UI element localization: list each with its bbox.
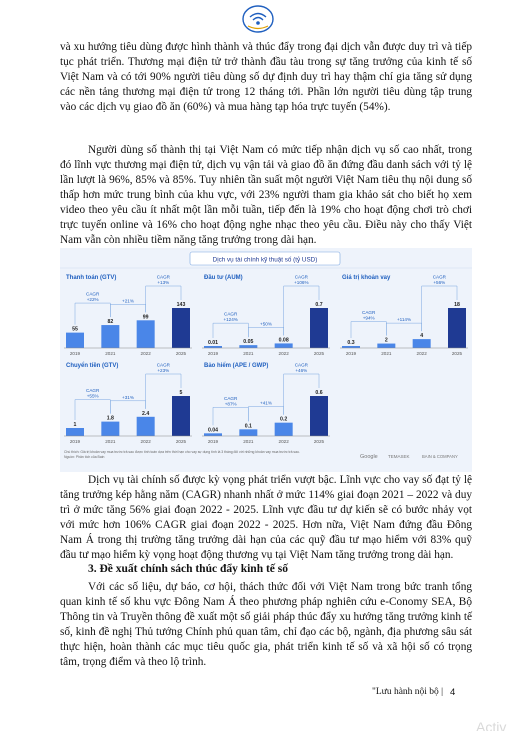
chart-1-tick-0: 2019 [207,351,219,356]
paragraph-urban-digital-users: Người dùng số thành thị tại Việt Nam có mức tiếp nhận dịch vụ số cao nhất, trong đó lĩnh vực thương mại điện tử, dịch vụ vận tải và giao đồ ăn đứng đầu danh sách với tỷ lệ lần lượt là 96%, 85% và 85%. Tuy nhiên tần suất một người Việt Nam tiêu thụ nội dung số thấp hơn mức trung bình của khu vực, với 23% người tham gia khảo sát cho biết họ xem video theo yêu cầu ít nhất một lần mỗi tuần, tiếp đến là 19% cho hoạt động chơi trò chơi trực tuyến online và 16% cho hoạt động nghe nhạc theo yêu cầu. Điều này cho thấy Việt Nam vẫn còn nhiều tiềm năng tăng trưởng trong dài hạn. [60,144,472,246]
financial-services-chart [60,248,472,472]
chart-3-bar-2 [137,417,155,436]
chart-4-value-3: 0.6 [315,390,323,396]
chart-2-value-3: 18 [454,302,460,308]
chart-1-tick-2: 2022 [278,351,289,356]
chart-0-bar-0 [66,333,84,348]
infographic-background [60,248,472,472]
chart-2-cagr-label-1: +114% [396,317,412,323]
chart-3-value-1: 1.8 [106,415,114,422]
chart-4-cagr-label-2: CAGR [294,362,308,368]
chart-0-value-0: 55 [72,326,78,333]
chart-1-value-3: 0.7 [315,302,323,308]
chart-2-tick-2: 2022 [416,351,427,356]
ministry-logo-icon [241,4,275,34]
chart-1-cagr-label-1: +50% [260,321,272,327]
chart-4-cagr-label-0: +87% [224,401,237,407]
chart-2-bar-1 [377,344,395,348]
chart-2-value-0: 0.3 [347,340,355,346]
chart-1-cagr-label-0: +124% [223,317,238,323]
chart-0-bar-2 [137,320,155,348]
chart-4-bar-0 [204,433,222,436]
chart-1-bar-3 [310,308,328,348]
chart-3-tick-3: 2025 [175,439,187,444]
chart-4-bar-2 [275,423,293,436]
chart-1-bar-1 [239,345,257,348]
chart-0-tick-2: 2022 [140,351,151,356]
footer-internal-circulation: "Lưu hành nội bộ | [372,687,444,697]
chart-0-tick-3: 2025 [175,351,187,356]
chart-2-tick-1: 2021 [381,351,392,356]
chart-4-value-2: 0.2 [280,416,288,423]
chart-1-cagr-label-2: +106% [294,280,309,285]
chart-4-bar-3 [310,396,328,436]
chart-0-bar-3 [172,308,190,348]
chart-0-cagr-label-0: CAGR [86,291,100,297]
chart-4-title: Bảo hiểm (APE / GWP) [204,363,269,369]
chart-3-tick-1: 2021 [105,439,116,444]
chart-1-cagr-label-2: CAGR [294,274,308,280]
chart-0-value-3: 143 [176,302,186,308]
brand-bain: BAIN & COMPANY [422,454,458,459]
chart-2-cagr-label-0: +94% [362,315,375,321]
chart-2-cagr-label-2: CAGR [432,274,446,280]
chart-1-bar-0 [204,346,222,348]
chart-4-cagr-label-1: +41% [260,400,272,406]
chart-1-value-1: 0.05 [243,339,254,346]
chart-2-bar-3 [448,308,466,348]
brand-google: Google [360,454,378,460]
chart-2-bar-2 [413,339,431,348]
activation-watermark: Activ [476,719,507,731]
chart-4-value-0: 0.04 [207,427,219,434]
chart-1-tick-3: 2025 [313,351,325,356]
chart-2-value-2: 4 [420,333,424,340]
chart-0-bar-1 [101,325,119,348]
chart-0-cagr-label-2: +13% [157,280,170,285]
chart-0-value-1: 82 [107,319,114,326]
chart-0-tick-1: 2021 [105,351,116,356]
chart-2-bar-0 [342,346,360,348]
chart-0-cagr-label-0: +22% [86,297,99,303]
chart-2-cagr-label-0: CAGR [362,310,376,316]
page-number: 4 [450,687,456,698]
chart-4-cagr-label-2: +46% [295,368,308,373]
paragraph-policy-proposal: Với các số liệu, dự báo, cơ hội, thách thức đối với Việt Nam trong bức tranh tổng quan kinh tế số khu vực Đông Nam Á theo phương pháp nghiên cứu e-Conomy SEA, Bộ Thông tin và Truyền thông đề xuất một số giải pháp thúc đẩy xu hướng tăng trưởng kinh tế số, kinh đề nghị Thủ tướng Chính phủ quan tâm, chỉ đạo các bộ, ngành, địa phương sâu sát thực hiện, hoàn thành các mục tiêu quốc gia, phát triển kinh tế số và xã hội số có trọng tâm, trọng điểm và theo lộ trình. [60,581,472,668]
section-heading: 3. Đề xuất chính sách thúc đẩy kinh tế số [88,563,289,575]
chart-1-cagr-label-0: CAGR [224,311,238,317]
infographic-source: Nguồn: Phân tích của Bain [64,455,105,459]
chart-4-tick-2: 2022 [278,439,289,444]
chart-3-cagr-label-0: CAGR [86,388,100,394]
chart-0-tick-0: 2019 [69,351,81,356]
chart-3-tick-2: 2022 [140,439,151,444]
chart-3-cagr-label-0: +55% [86,393,99,399]
chart-2-cagr-label-2: +56% [433,280,446,285]
chart-4-cagr-label-0: CAGR [224,395,238,401]
chart-1-value-2: 0.08 [278,337,289,344]
chart-3-value-2: 2.4 [142,410,150,417]
chart-0-title: Thanh toán (GTV) [66,275,117,281]
chart-3-cagr-label-2: +23% [157,368,170,373]
chart-4-tick-3: 2025 [313,439,325,444]
financial-services-infographic [60,248,472,472]
chart-1-title: Đầu tư (AUM) [204,275,243,281]
chart-3-cagr-label-2: CAGR [156,362,170,368]
chart-2-value-1: 2 [384,337,388,344]
chart-4-value-1: 0.1 [244,423,252,430]
paragraph-ecommerce-trend: và xu hướng tiêu dùng được hình thành và thúc đẩy trong đại dịch vẫn được duy trì và tiếp tục phát triển. Thương mại điện tử trở thành đầu tàu trong sự tăng trưởng của kinh tế số Việt Nam và có tới 90% người tiêu dùng số dự định duy trì hay thậm chí gia tăng sử dụng các nền tảng thương mại điện tử trong 12 tháng tới. Phần lớn người tiêu dùng tập trung vào các dịch vụ giao đồ ăn (60%) và mua hàng tạp hóa trực tuyến (54%). [60,41,472,113]
chart-3-value-0: 1 [73,422,77,428]
chart-1-tick-1: 2021 [243,351,254,356]
chart-4-bar-1 [239,429,257,436]
chart-3-tick-0: 2019 [69,439,81,444]
chart-2-title: Giá trị khoản vay [342,275,391,281]
chart-4-tick-1: 2021 [243,439,254,444]
chart-1-value-0: 0.01 [207,340,219,346]
chart-2-tick-0: 2019 [345,351,357,356]
chart-3-value-3: 5 [179,390,183,396]
chart-3-bar-0 [66,428,84,436]
chart-0-cagr-label-1: +21% [122,298,134,304]
chart-3-bar-1 [101,422,119,436]
infographic-title: Dịch vụ tài chính kỹ thuật số (tỷ USD) [212,256,318,264]
chart-3-title: Chuyển tiền (GTV) [66,363,119,369]
chart-3-bar-3 [172,396,190,436]
chart-0-value-2: 99 [142,314,149,321]
infographic-footnote: Chú thích: Giá trị khoản vay mua trước trả sau được tính toán dựa trên thời hạn cho vay sự dụng tính là 3 tháng đối với những khoản vay mua trước trả sau. [64,450,300,454]
chart-3-cagr-label-1: +31% [122,394,134,400]
chart-2-tick-3: 2025 [451,351,463,356]
chart-4-tick-0: 2019 [207,439,219,444]
brand-temasek: TEMASEK [388,454,410,459]
chart-0-cagr-label-2: CAGR [156,274,170,280]
paragraph-digital-finance: Dịch vụ tài chính số được kỳ vọng phát triển vượt bậc. Lĩnh vực cho vay số đạt tỷ lệ tăng trưởng kép hằng năm (CAGR) nhanh nhất ở mức 114% giai đoạn 2021 – 2022 và duy trì ở mức tăng 56% giai đoạn 2022 - 2025. Lĩnh vực đầu tư dự kiến sẽ có bước nhảy vọt với mức hơn 106% CAGR giai đoạn 2022 - 2025. Hơn nữa, Việt Nam đứng đầu Đông Nam Á trong thị trường tăng trưởng dài hạn của các quỹ đầu tư mạo hiểm với 83% quỹ đầu tư mạo hiểm kỳ vọng hoạt động thương vụ tại Việt Nam tăng trưởng trong dài hạn. [60,474,472,561]
chart-1-bar-2 [275,343,293,348]
